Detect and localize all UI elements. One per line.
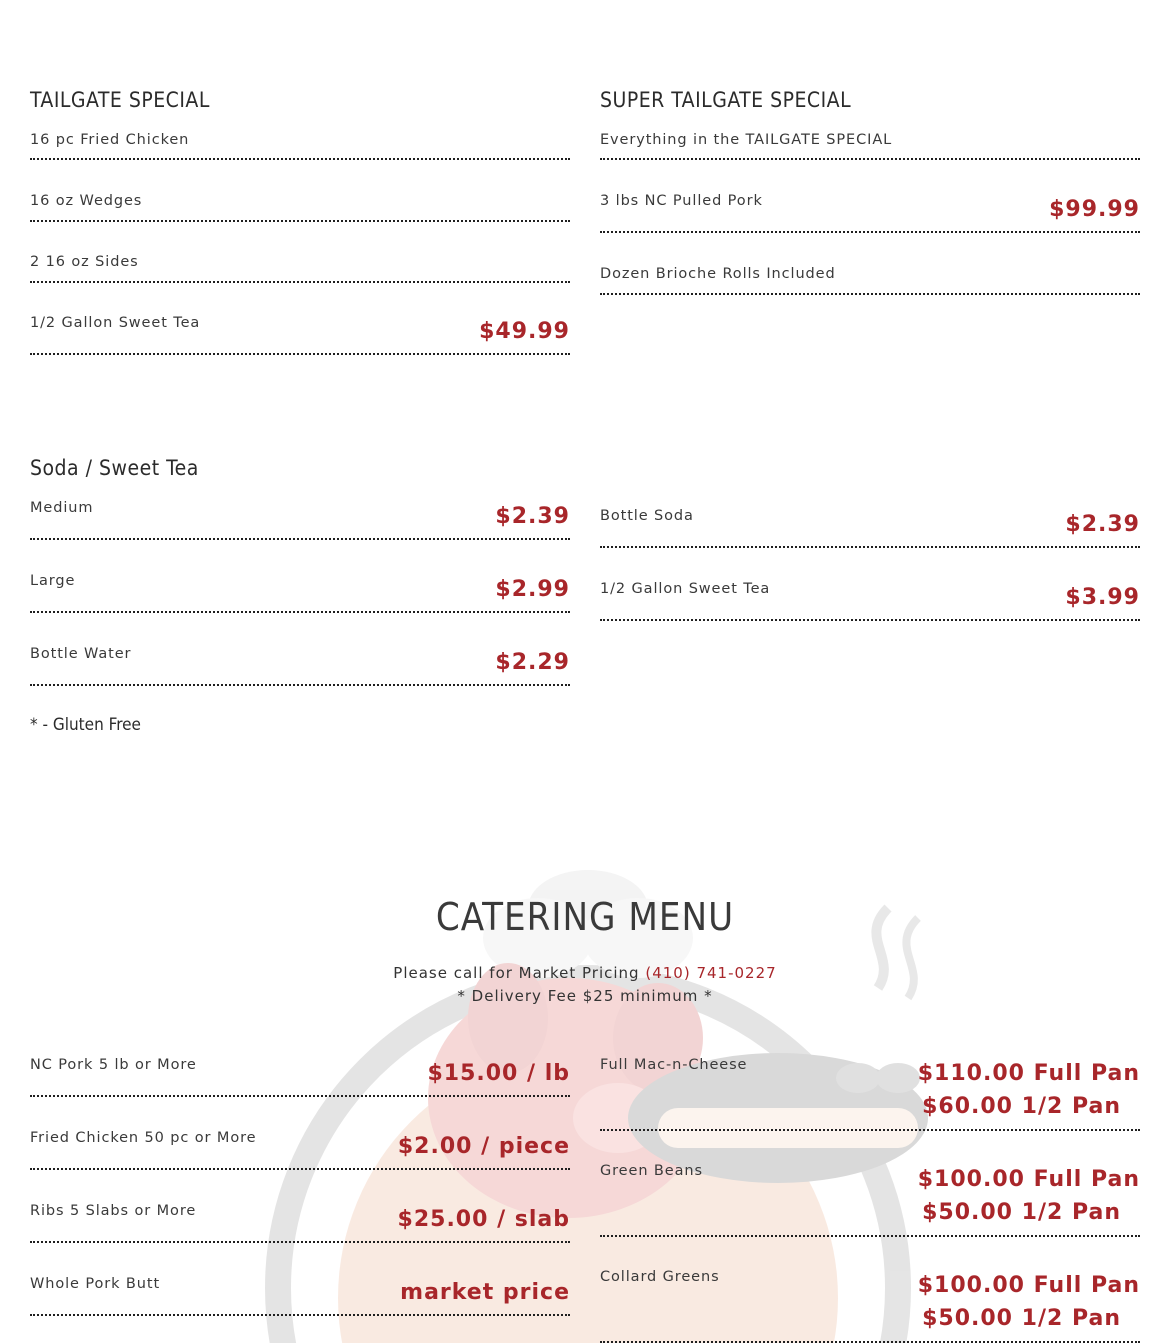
menu-item-name: Dozen Brioche Rolls Included <box>600 266 836 282</box>
menu-item-price: market price <box>400 1280 570 1305</box>
menu-item-name: Collard Greens <box>600 1269 720 1285</box>
menu-item <box>30 573 570 613</box>
catering-delivery-note: * Delivery Fee $25 minimum * <box>457 987 713 1005</box>
menu-item <box>600 1057 1140 1131</box>
menu-item-price: $100.00 Full Pan <box>917 1167 1140 1192</box>
menu-item <box>30 1276 570 1316</box>
menu-item-name: 16 oz Wedges <box>30 193 143 209</box>
drinks-title: Soda / Sweet Tea <box>30 456 199 480</box>
menu-item-price-half: $50.00 1/2 Pan <box>922 1306 1121 1331</box>
menu-item-price: $3.99 <box>1065 585 1140 610</box>
menu-item-name: 3 lbs NC Pulled Pork <box>600 193 763 209</box>
menu-item-name: Ribs 5 Slabs or More <box>30 1203 197 1219</box>
menu-item-price: $15.00 / lb <box>427 1061 570 1086</box>
menu-item <box>30 500 570 540</box>
menu-item <box>30 132 570 160</box>
menu-item-name: Full Mac-n-Cheese <box>600 1057 748 1073</box>
menu-item-name: 1/2 Gallon Sweet Tea <box>30 315 201 331</box>
menu-item <box>600 1269 1140 1343</box>
super-tailgate-special-title: SUPER TAILGATE SPECIAL <box>600 88 852 112</box>
tailgate-special-title: TAILGATE SPECIAL <box>30 88 210 112</box>
menu-item <box>600 193 1140 233</box>
menu-item <box>30 315 570 355</box>
menu-item-name: NC Pork 5 lb or More <box>30 1057 197 1073</box>
menu-item <box>30 1203 570 1243</box>
menu-item-name: Bottle Soda <box>600 508 694 524</box>
menu-item-price: $2.39 <box>495 504 570 529</box>
catering-pricing-note <box>0 964 1170 982</box>
menu-item-name: 1/2 Gallon Sweet Tea <box>600 581 771 597</box>
menu-item-name: Fried Chicken 50 pc or More <box>30 1130 257 1146</box>
menu-item <box>30 646 570 686</box>
menu-item-name: Medium <box>30 500 94 516</box>
gluten-free-footnote: * - Gluten Free <box>30 715 141 735</box>
menu-item-name: Large <box>30 573 76 589</box>
menu-item-price: $110.00 Full Pan <box>917 1061 1140 1086</box>
menu-item-price: $2.99 <box>495 577 570 602</box>
menu-item <box>30 1130 570 1170</box>
menu-item <box>600 266 1140 295</box>
menu-item-price-half: $60.00 1/2 Pan <box>922 1094 1121 1119</box>
menu-item <box>30 193 570 222</box>
menu-item-price: $2.29 <box>495 650 570 675</box>
menu-item <box>600 1163 1140 1237</box>
menu-item-name: 16 pc Fried Chicken <box>30 132 190 148</box>
menu-item-price-half: $50.00 1/2 Pan <box>922 1200 1121 1225</box>
menu-item-price: $2.39 <box>1065 512 1140 537</box>
menu-item-price: $25.00 / slab <box>397 1207 570 1232</box>
menu-item <box>600 581 1140 621</box>
menu-item-price: $99.99 <box>1049 197 1140 222</box>
menu-item-name: Whole Pork Butt <box>30 1276 161 1292</box>
menu-item-price: $49.99 <box>479 319 570 344</box>
menu-item-name: Green Beans <box>600 1163 703 1179</box>
menu-item-name: Everything in the TAILGATE SPECIAL <box>600 132 893 148</box>
menu-item <box>30 1057 570 1097</box>
menu-item-price: $2.00 / piece <box>397 1134 570 1159</box>
menu-item-name: 2 16 oz Sides <box>30 254 139 270</box>
catering-phone-link[interactable]: (410) 741-0227 <box>645 964 777 982</box>
menu-item-name: Bottle Water <box>30 646 132 662</box>
menu-item-price: $100.00 Full Pan <box>917 1273 1140 1298</box>
menu-item <box>600 132 1140 160</box>
catering-menu-title: CATERING MENU <box>435 895 735 939</box>
menu-item <box>600 508 1140 548</box>
catering-pricing-text: Please call for Market Pricing <box>393 964 640 982</box>
menu-item <box>30 254 570 283</box>
